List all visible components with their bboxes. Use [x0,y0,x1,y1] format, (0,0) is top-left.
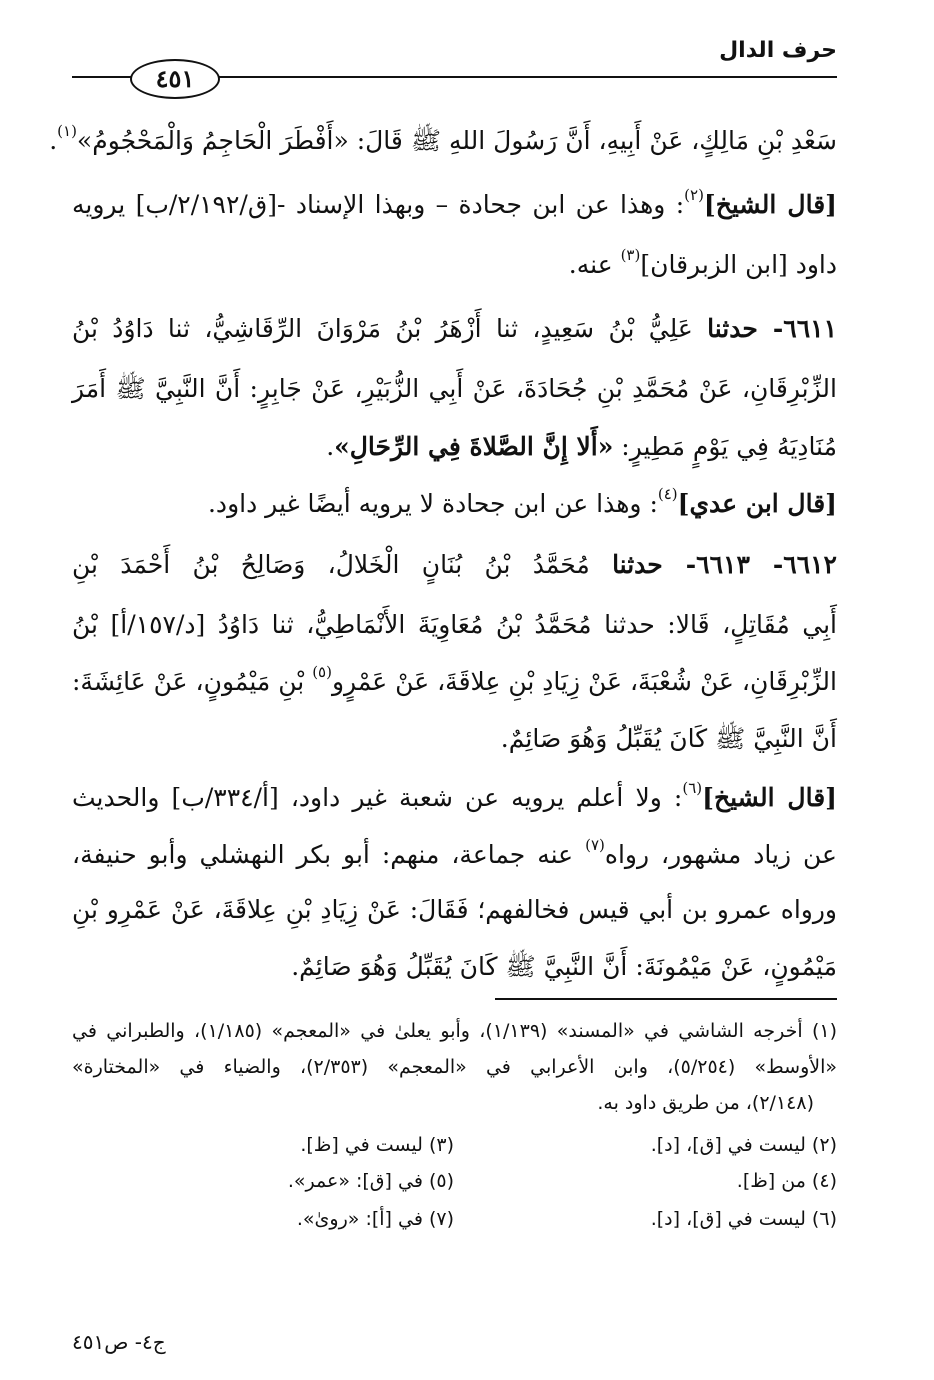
commentary-text: : وهذا عن ابن جحادة – وبهذا الإسناد -[ق/٢/١٩٢/ب] يرويه [72,190,685,219]
commentary-text: عنه جماعة، منهم: أبو بكر النهشلي وأبو حنيفة، [72,840,586,869]
footnote-rule [495,998,837,1000]
speaker-label: [قال ابن عدي] [677,489,837,518]
chapter-title: حرف الدال [719,38,837,63]
footnote-3: (٣) ليست في [ظ]. [300,1134,454,1156]
narration-lead: حدثنا [612,550,663,579]
body-line-5 [72,376,837,401]
footnote-6: (٦) ليست في [ق]، [د]. [650,1208,837,1230]
footnote-5: (٥) في [ق]: «عمر». [287,1170,454,1192]
footnote-2: (٢) ليست في [ق]، [د]. [650,1134,837,1156]
body-line-4 [72,316,837,341]
hadith-text: أَنَّ النَّبِيَّ ﷺ كَانَ يُقَبِّلُ وَهُوَ صَائِمٌ. [500,724,837,753]
punctuation: . [326,432,335,461]
hadith-text: مُنَادِيَهُ فِي يَوْمٍ مَطِيرٍ: [613,432,837,461]
body-line-9 [72,612,837,637]
isnad-text: أَبِي مُقَاتِلٍ، قَالا: حدثنا مُحَمَّدُ بْنُ مُعَاوِيَةَ الأَنْمَاطِيُّ، ثنا دَاوُدُ [د/١٥٧/أ] بْنُ [72,610,837,639]
page-number-badge [130,59,220,99]
body-line-12 [72,779,837,812]
body-line-3 [72,246,837,279]
footnote-ref: (٦) [682,779,703,797]
footnote-7: (٧) في [أ]: «روىٰ». [296,1208,454,1230]
body-line-14 [72,897,837,922]
isnad-text: بْنِ مَيْمُونٍ، عَنْ عَائِشَةَ: [72,667,313,696]
footnote-4: (٤) من [ظ]. [736,1170,837,1192]
speaker-label: [قال الشيخ] [702,783,837,812]
footnote-1-line-2: «الأوسط» (٥/٢٥٤)، وابن الأعرابي في «المعجم» (٢/٣٥٣)، والضياء في «المختارة» [72,1056,837,1078]
footnote-ref: (٤) [657,485,678,503]
hadith-text: مَيْمُونٍ، عَنْ مَيْمُونَةَ: أَنَّ النَّبِيَّ ﷺ كَانَ يُقَبِّلُ وَهُوَ صَائِمٌ. [291,952,837,981]
commentary-text: عن زياد مشهور، رواه [604,840,837,869]
hadith-quote: «أَلا إِنَّ الصَّلاةَ فِي الرِّحَالِ» [334,432,614,461]
body-line-10 [72,663,837,696]
footnote-1-line-3: (٢/١٤٨)، من طريق داود به. [597,1092,814,1114]
footnote-1-line-1: (١) أخرجه الشاشي في «المسند» (١/١٣٩)، وأبو يعلىٰ في «المعجم» (١/١٨٥)، والطبراني في [72,1020,838,1042]
isnad-text: الزِّبْرِقَانِ، عَنْ شُعْبَةَ، عَنْ زِيَادِ بْنِ عِلاقَةَ، عَنْ عَمْرٍو [331,667,837,696]
narration-lead: حدثنا [707,314,758,343]
isnad-text: عَلِيُّ بْنُ سَعِيدٍ، ثنا أَزْهَرُ بْنُ مَرْوَانَ الرِّقَاشِيُّ، ثنا دَاوُدُ بْنُ [72,314,708,343]
hadith-number: ٦٦١١- [757,314,837,343]
page-number: ٤٥١ [155,64,195,93]
speaker-label: [قال الشيخ] [703,190,837,219]
commentary-text: ورواه عمرو بن أبي قيس فخالفهم؛ فَقَالَ: عَنْ زِيَادِ بْنِ عِلاقَةَ، عَنْ عَمْرِو بْنِ [72,895,837,924]
commentary-text: : ولا أعلم يرويه عن شعبة غير داود، [أ/٣٣٤/ب] والحديث [72,783,683,812]
body-line-8 [72,552,837,577]
commentary-text: عنه. [568,250,621,279]
commentary-text: : وهذا عن ابن جحادة لا يرويه أيضًا غير داود. [207,489,658,518]
isnad-text: مُحَمَّدُ بْنُ بُنَانٍ الْخَلالُ، وَصَالِحُ بْنُ أَحْمَدَ بْنِ [72,550,613,579]
body-line-15 [72,954,837,979]
hadith-text: سَعْدِ بْنِ مَالِكٍ، عَنْ أَبِيهِ، أَنَّ رَسُولَ اللهِ ﷺ قَالَ: «أَفْطَرَ الْحَاجِمُ وَالْمَحْجُومُ» [76,126,837,155]
body-line-11 [72,726,837,751]
footnote-ref: (٧) [585,836,605,854]
footnote-ref: (٢) [684,186,704,204]
footnote-ref: (٣) [620,246,641,264]
body-line-13 [72,836,837,869]
footnote-ref: (٥) [312,663,332,681]
isnad-text: الزِّبْرِقَانِ، عَنْ مُحَمَّدِ بْنِ جُحَادَةَ، عَنْ أَبِي الزُّبَيْرِ، عَنْ جَابِرٍ: أَنَّ النَّبِيَّ ﷺ أَمَرَ [72,374,837,403]
body-line-6 [72,434,837,459]
punctuation: . [49,126,58,155]
commentary-text: داود [ابن الزبرقان] [640,250,837,279]
body-line-2 [72,186,837,219]
body-line-7 [72,485,837,518]
footnote-ref: (١) [57,122,77,140]
volume-page-reference: ج٤- ص٤٥١ [72,1330,166,1354]
body-line-1 [49,122,837,155]
hadith-number: ٦٦١٢- ٦٦١٣- [662,550,837,579]
